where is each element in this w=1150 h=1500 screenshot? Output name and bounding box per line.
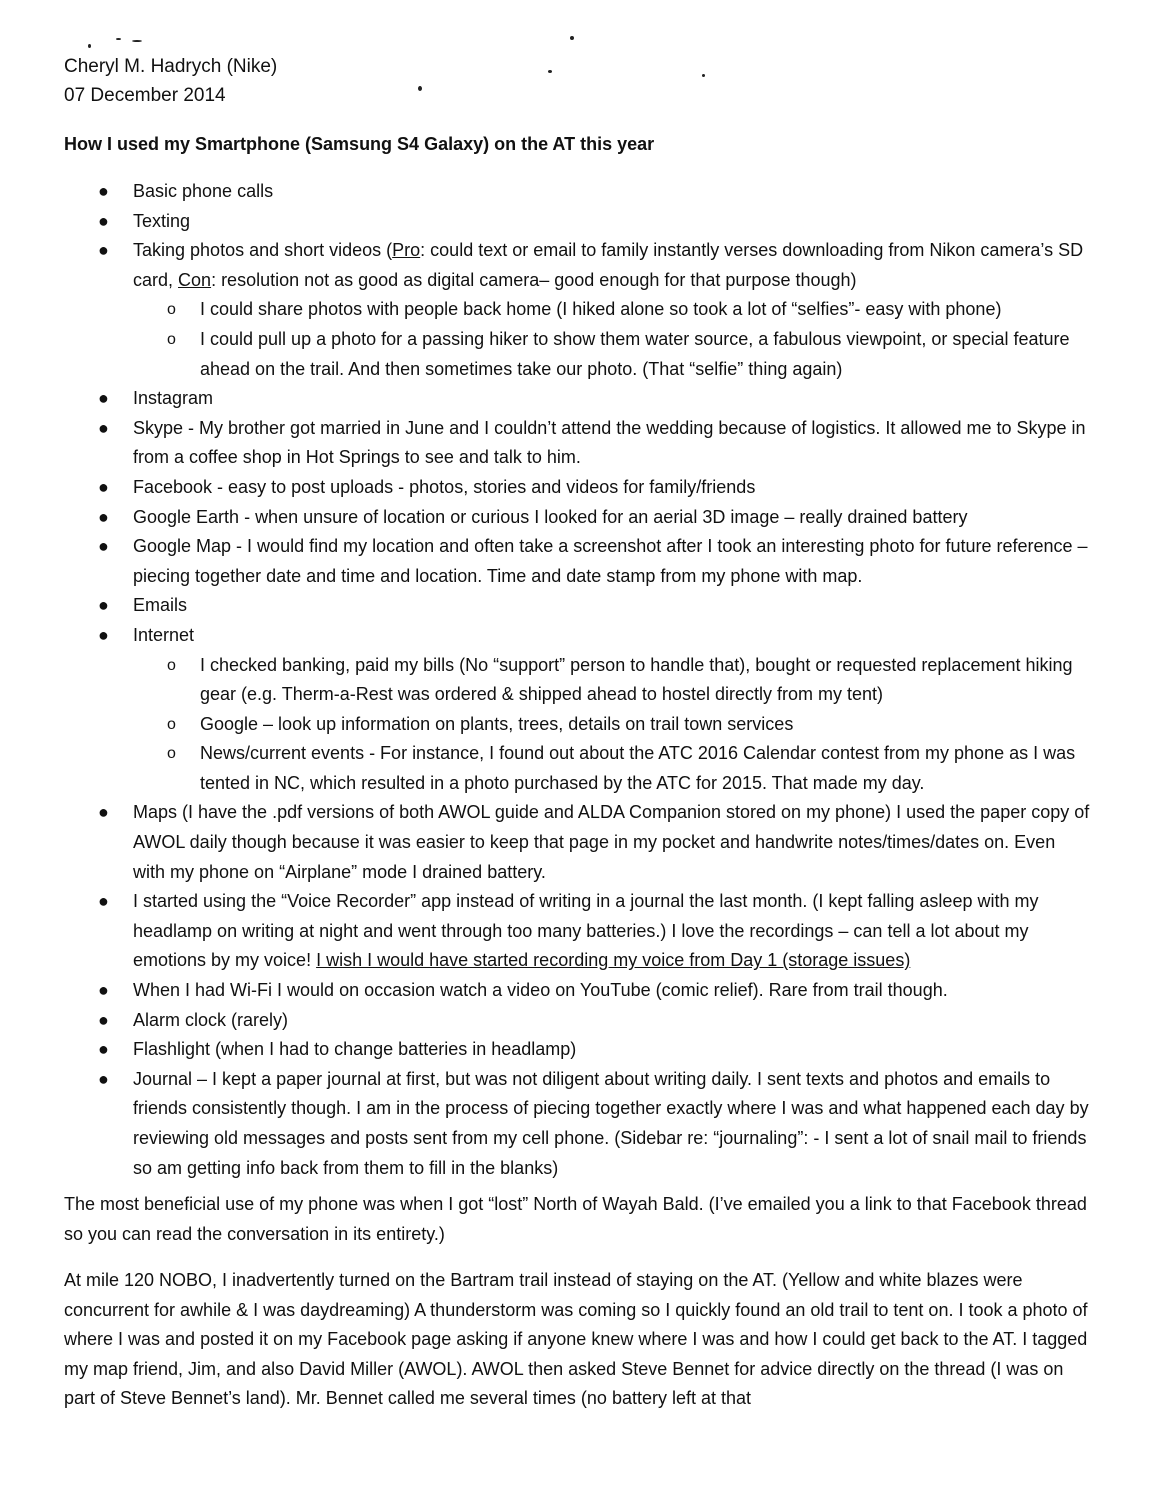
author-name: Cheryl M. Hadrych (Nike) [64,56,278,77]
list-item: ● Maps (I have the .pdf versions of both AWOL guide and ALDA Companion stored on my phone) I used the paper copy of AWOL daily though because it was easier to keep that page in my pocket and handwrite notes/times/dates on. Even with my phone on “Airplane” mode I drained battery. [0,798,1150,887]
bullet-dot: ● [98,388,109,409]
underlined-wish: I wish I would have started recording my voice from Day 1 (storage issues) [316,950,911,971]
scan-speck [116,38,121,40]
bullet-dot: ● [98,417,109,438]
list-item: ● Alarm clock (rarely) [0,1006,1150,1036]
bullet-dot: ● [98,891,109,912]
list-item: ● Google Earth - when unsure of location or curious I looked for an aerial 3D image – really drained battery [0,503,1150,533]
bullet-circle: o [167,330,176,348]
list-item: ● Basic phone calls [0,177,1150,207]
list-item: ● I started using the “Voice Recorder” app instead of writing in a journal the last month. (I kept falling asleep with my headlamp on writing at night and went through too many batteries.) I love the recordings – can tell a lot about my emotions by my voice! I wish I would have started recording my voice from Day 1 (storage issues) [0,887,1150,976]
bullet-dot: ● [98,624,109,645]
list-item: ● Skype - My brother got married in June and I couldn’t attend the wedding because of logistics. It allowed me to Skype in from a coffee shop in Hot Springs to see and talk to him. [0,414,1150,473]
sub-list-item: o News/current events - For instance, I found out about the ATC 2016 Calendar contest from my phone as I was tented in NC, which resulted in a photo purchased by the ATC for 2015. That made my day. [0,739,1150,798]
bullet-dot: ● [98,536,109,557]
bullet-circle: o [167,715,176,733]
scan-speck [88,44,91,48]
scan-speck [418,86,422,91]
bullet-circle: o [167,656,176,674]
bullet-dot: ● [98,1039,109,1060]
bullet-dot: ● [98,802,109,823]
list-item: ● Instagram [0,384,1150,414]
bullet-circle: o [167,745,176,763]
scan-speck [570,36,574,40]
list-item: ● Facebook - easy to post uploads - photos, stories and videos for family/friends [0,473,1150,503]
list-item: ● Internet [0,621,1150,651]
bullet-dot: ● [98,210,109,231]
con-label: Con [178,269,212,290]
document-date: 07 December 2014 [64,85,226,106]
bullet-dot: ● [98,476,109,497]
bullet-dot: ● [98,595,109,616]
bullet-dot: ● [98,1068,109,1089]
list-item: ● Flashlight (when I had to change batteries in headlamp) [0,1035,1150,1065]
scan-speck [132,40,142,42]
list-item: ● Journal – I kept a paper journal at first, but was not diligent about writing daily. I sent texts and photos and emails to friends consistently though. I am in the process of piecing together exactly where I was and what happened each day by reviewing old messages and posts sent from my cell phone. (Sidebar re: “journaling”: - I sent a lot of snail mail to friends so am getting info back from them to fill in the blanks) [0,1065,1150,1183]
document-heading: How I used my Smartphone (Samsung S4 Galaxy) on the AT this year [64,134,655,154]
scan-speck [702,74,705,77]
bullet-dot: ● [98,240,109,261]
bullet-dot: ● [98,980,109,1001]
sub-list-item: o I checked banking, paid my bills (No “support” person to handle that), bought or requested replacement hiking gear (e.g. Therm-a-Rest was ordered & shipped ahead to hostel directly from my tent) [0,651,1150,710]
sub-list-item: o I could share photos with people back home (I hiked alone so took a lot of “selfies”- easy with phone) [0,295,1150,325]
bullet-dot: ● [98,506,109,527]
bullet-circle: o [167,301,176,319]
sub-list-item: o I could pull up a photo for a passing hiker to show them water source, a fabulous viewpoint, or special feature ahead on the trail. And then sometimes take our photo. (That “selfie” thing again) [0,325,1150,384]
bullet-dot: ● [98,1009,109,1030]
list-item: ● Google Map - I would find my location and often take a screenshot after I took an interesting photo for future reference – piecing together date and time and location. Time and date stamp from my phone with map. [0,532,1150,591]
pro-label: Pro [392,240,421,261]
bullet-dot: ● [98,181,109,201]
paragraph-bartram: At mile 120 NOBO, I inadvertently turned on the Bartram trail instead of staying on the AT. (Yellow and white blazes were concurrent for awhile & I was daydreaming) A thunderstorm was coming so I quickly found an old trail to tent on. I took a photo of where I was and posted it on my Facebook page asking if anyone knew where I was and how I could get back to the AT. I tagged my map friend, Jim, and also David Miller (AWOL). AWOL then asked Steve Bennet for advice directly on the thread (I was on part of Steve Bennet’s land). Mr. Bennet called me several times (no battery left at that [64,1270,1088,1409]
usage-list [0,177,1150,1183]
sub-list-item: o Google – look up information on plants, trees, details on trail town services [0,710,1150,740]
list-item: ● When I had Wi-Fi I would on occasion watch a video on YouTube (comic relief). Rare from trail though. [0,976,1150,1006]
list-item: ● Texting [0,207,1150,237]
list-item: ● Emails [0,591,1150,621]
scan-speck [548,70,552,73]
document-header [64,52,277,110]
list-item: ● Taking photos and short videos (Pro: could text or email to family instantly verses downloading from Nikon camera’s SD card, Con: resolution not as good as digital camera– good enough for that purpose though) [0,236,1150,295]
paragraph-lost: The most beneficial use of my phone was when I got “lost” North of Wayah Bald. (I’ve emailed you a link to that Facebook thread so you can read the conversation in its entirety.) [64,1194,1087,1244]
